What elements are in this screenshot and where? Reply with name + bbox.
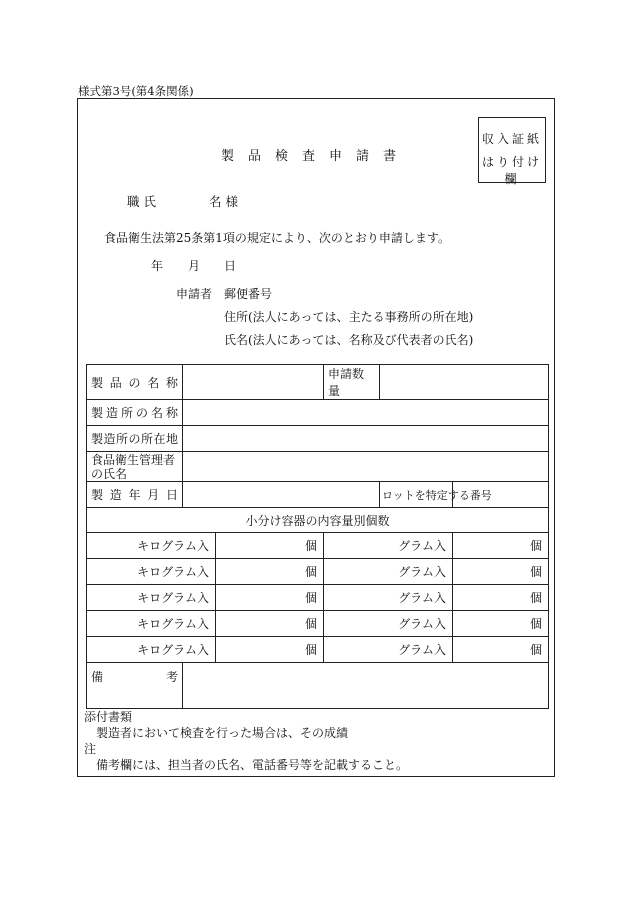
manager-field[interactable] — [183, 452, 549, 482]
stamp-label-line1: 収入証紙 — [481, 132, 542, 146]
product-name-field[interactable] — [183, 365, 324, 400]
capacity-row — [87, 559, 549, 585]
capacity-g-cell[interactable]: グラム入 — [324, 611, 453, 637]
factory-location-field[interactable] — [183, 426, 549, 452]
factory-name-label: 製造所の名称 — [91, 406, 178, 420]
inspection-table — [86, 364, 549, 709]
capacity-g-count-cell[interactable]: 個 — [453, 585, 549, 611]
revenue-stamp-box — [478, 117, 546, 186]
product-name-label: 製品の名称 — [91, 375, 178, 390]
form-title: 製品検査申請書 — [221, 149, 411, 164]
capacity-g-count-cell[interactable]: 個 — [453, 533, 549, 559]
factory-name-row — [87, 400, 549, 426]
form-number-label: 様式第3号(第4条関係) — [78, 84, 194, 98]
capacity-header-row — [87, 508, 549, 533]
capacity-kg-count-cell[interactable]: 個 — [216, 611, 324, 637]
remarks-row — [87, 663, 549, 709]
stamp-label-line2: はり付け欄 — [481, 155, 542, 186]
capacity-kg-count-cell[interactable]: 個 — [216, 585, 324, 611]
capacity-g-cell[interactable]: グラム入 — [324, 585, 453, 611]
lot-number-label — [380, 482, 492, 508]
capacity-kg-count-cell[interactable]: 個 — [216, 533, 324, 559]
factory-name-field[interactable] — [183, 400, 549, 426]
manufacture-date-row — [87, 482, 549, 508]
attachments-label: 添付書類 — [84, 710, 133, 724]
applicant-address: 住所(法人にあっては、主たる事務所の所在地) — [224, 310, 474, 324]
manager-label-line2: の氏名 — [91, 466, 128, 481]
manager-label-line1: 食品衛生管理者 — [91, 452, 176, 467]
capacity-kg-cell[interactable]: キログラム入 — [87, 533, 216, 559]
date-month: 月 — [188, 259, 201, 273]
addressee-honorific: 名 様 — [209, 194, 238, 209]
capacity-kg-cell[interactable]: キログラム入 — [87, 585, 216, 611]
notes-section — [84, 709, 408, 773]
capacity-row — [87, 611, 549, 637]
remarks-field[interactable] — [183, 663, 549, 709]
applicant-postal: 郵便番号 — [224, 287, 273, 301]
attachments-text: 製造者において検査を行った場合は、その成績 — [96, 726, 349, 740]
capacity-g-cell[interactable]: グラム入 — [324, 637, 453, 663]
product-name-row — [87, 365, 549, 400]
date-day: 日 — [224, 259, 237, 273]
application-qty-field[interactable] — [380, 365, 549, 400]
capacity-g-count-cell[interactable]: 個 — [453, 559, 549, 585]
manager-row — [87, 452, 549, 482]
capacity-kg-cell[interactable]: キログラム入 — [87, 559, 216, 585]
capacity-g-count-cell[interactable]: 個 — [453, 637, 549, 663]
capacity-header: 小分け容器の内容量別個数 — [87, 508, 549, 533]
capacity-kg-count-cell[interactable]: 個 — [216, 559, 324, 585]
addressee-title: 職 氏 — [127, 194, 156, 209]
application-statement: 食品衛生法第25条第1項の規定により、次のとおり申請します。 — [104, 231, 450, 245]
date-year: 年 — [151, 259, 164, 273]
applicant-name: 氏名(法人にあっては、名称及び代表者の氏名) — [224, 333, 474, 347]
remarks-label: 備考 — [91, 670, 178, 684]
capacity-row — [87, 637, 549, 663]
capacity-kg-cell[interactable]: キログラム入 — [87, 637, 216, 663]
note-label: 注 — [84, 742, 97, 756]
form-frame — [77, 98, 555, 777]
lot-number-label-text: ロットを特定する番号 — [382, 488, 492, 502]
capacity-row — [87, 533, 549, 559]
factory-location-label: 製造所の所在地 — [91, 432, 178, 446]
capacity-kg-cell[interactable]: キログラム入 — [87, 611, 216, 637]
capacity-g-cell[interactable]: グラム入 — [324, 533, 453, 559]
note-text: 備考欄には、担当者の氏名、電話番号等を記載すること。 — [96, 758, 409, 772]
application-qty-label: 申請数量 — [324, 365, 380, 400]
factory-location-row — [87, 426, 549, 452]
applicant-label: 申請者 — [176, 287, 213, 301]
manufacture-date-label: 製造年月日 — [91, 488, 178, 502]
capacity-row — [87, 585, 549, 611]
manufacture-date-field[interactable] — [183, 482, 380, 508]
capacity-g-cell[interactable]: グラム入 — [324, 559, 453, 585]
capacity-g-count-cell[interactable]: 個 — [453, 611, 549, 637]
capacity-kg-count-cell[interactable]: 個 — [216, 637, 324, 663]
